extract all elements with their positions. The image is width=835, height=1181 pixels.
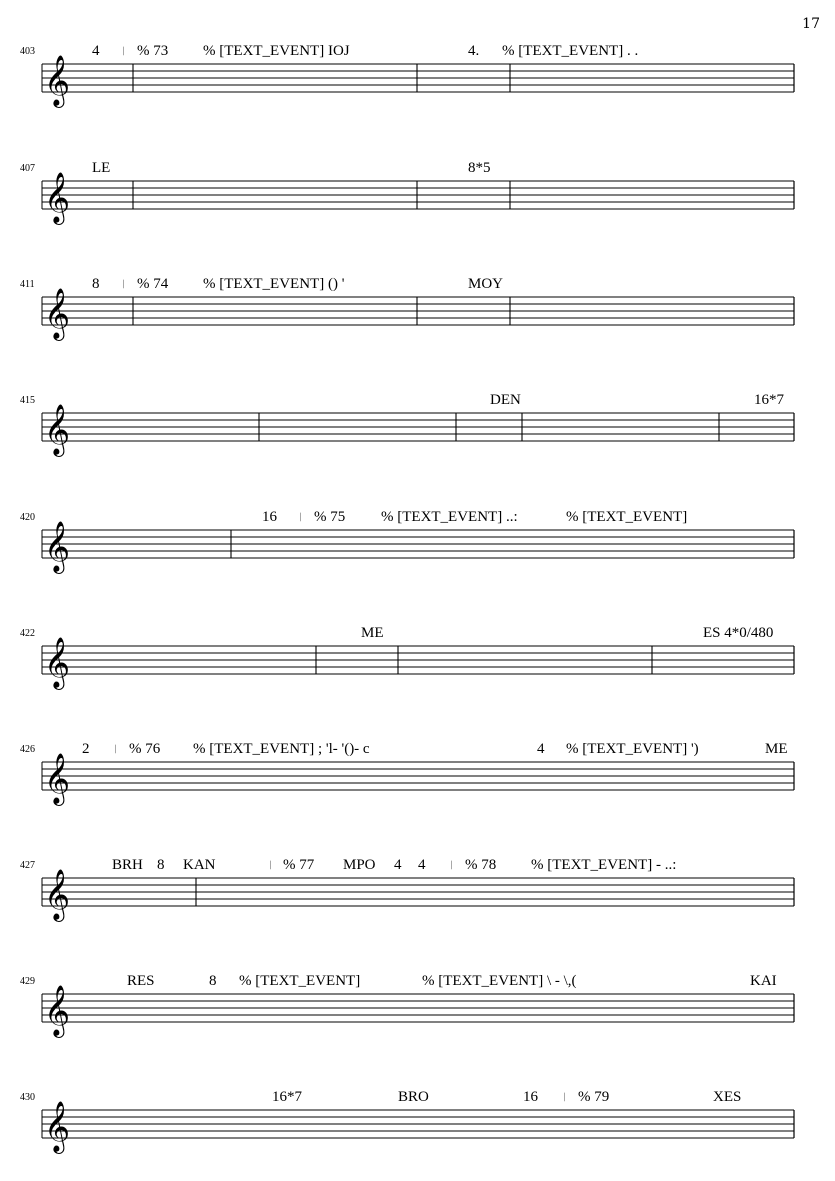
staff-system (20, 625, 794, 690)
staff-annotation: ES 4*0/480 (703, 625, 774, 641)
staff-annotation: % [TEXT_EVENT] IOJ (203, 43, 350, 59)
staff-system (20, 1089, 794, 1154)
staff-annotation: % [TEXT_EVENT] (566, 509, 688, 525)
staff-annotation: 𝄀 (451, 860, 452, 872)
staff-annotation: 4. (468, 43, 480, 59)
staff-annotation: MOY (468, 276, 504, 292)
treble-clef-icon: 𝄞 (44, 521, 71, 572)
measure-number: 429 (20, 976, 35, 987)
treble-clef-icon: 𝄞 (44, 753, 71, 804)
measure-number: 403 (20, 46, 35, 57)
measure-number: 422 (20, 628, 35, 639)
staff-annotation: DEN (490, 392, 521, 408)
staff-annotation: ME (361, 625, 384, 641)
staff-system (20, 741, 794, 806)
staff-annotation: RES (127, 973, 155, 989)
staff-annotation: KAN (183, 857, 216, 873)
measure-number: 420 (20, 512, 35, 523)
staff-annotation: ME (765, 741, 788, 757)
staff-annotation: % [TEXT_EVENT] ') (566, 741, 699, 757)
staff-annotation: % 74 (137, 276, 169, 292)
staff-annotation: 𝄀 (270, 860, 271, 872)
staff-annotation: LE (92, 160, 111, 176)
measure-number: 426 (20, 744, 35, 755)
staff-annotation: 16 (262, 509, 277, 525)
measure-number: 411 (20, 279, 35, 290)
staff-annotation: % 73 (137, 43, 169, 59)
staff-annotation: 8 (157, 857, 165, 873)
staff-annotation: % 79 (578, 1089, 610, 1105)
measure-number: 430 (20, 1092, 35, 1103)
staff-annotation: 8*5 (468, 160, 491, 176)
staff-annotation: 8 (92, 276, 100, 292)
staff-annotation: 8 (209, 973, 217, 989)
staff-system (20, 857, 794, 922)
treble-clef-icon: 𝄞 (44, 1101, 71, 1152)
staff-annotation: % 75 (314, 509, 346, 525)
measure-number: 415 (20, 395, 35, 406)
staff-annotation: % [TEXT_EVENT] - ..: (531, 857, 677, 873)
staff-system (20, 43, 794, 108)
staff-annotation: BRO (398, 1089, 429, 1105)
staff-annotation: 4 (92, 43, 100, 59)
staff-annotation: % 77 (283, 857, 315, 873)
staff-system (20, 973, 794, 1038)
staff-annotation: % [TEXT_EVENT] ..: (381, 509, 518, 525)
staff-annotation: BRH (112, 857, 143, 873)
treble-clef-icon: 𝄞 (44, 985, 71, 1036)
staff-system (20, 392, 794, 457)
staff-system (20, 509, 794, 574)
staff-annotation: % 76 (129, 741, 161, 757)
staff-annotation: 16 (523, 1089, 538, 1105)
staff-annotation: % [TEXT_EVENT] () ' (203, 276, 345, 292)
staff-annotation: XES (713, 1089, 742, 1105)
treble-clef-icon: 𝄞 (44, 404, 71, 455)
staff-annotation: 16*7 (272, 1089, 302, 1105)
staff-annotation: 4 (418, 857, 426, 873)
treble-clef-icon: 𝄞 (44, 869, 71, 920)
staff-annotation: 4 (394, 857, 402, 873)
staff-annotation: 𝄀 (123, 46, 124, 58)
staff-annotation: 4 (537, 741, 545, 757)
staff-annotation: 𝄀 (115, 744, 116, 756)
staff-annotation: % [TEXT_EVENT] (239, 973, 361, 989)
staff-annotation: % [TEXT_EVENT] ; 'l- '()- c (193, 741, 370, 757)
staff-annotation: % 78 (465, 857, 497, 873)
treble-clef-icon: 𝄞 (44, 55, 71, 106)
measure-number: 427 (20, 860, 35, 871)
staff-annotation: 𝄀 (123, 279, 124, 291)
staff-annotation: 𝄀 (564, 1092, 565, 1104)
staff-annotation: 𝄀 (300, 512, 301, 524)
page-number: 17 (802, 16, 820, 32)
measure-number: 407 (20, 163, 35, 174)
treble-clef-icon: 𝄞 (44, 637, 71, 688)
staff-system (20, 276, 794, 341)
treble-clef-icon: 𝄞 (44, 172, 71, 223)
staff-annotation: KAI (750, 973, 777, 989)
treble-clef-icon: 𝄞 (44, 288, 71, 339)
staff-annotation: 16*7 (754, 392, 784, 408)
staff-system (20, 160, 794, 225)
staff-annotation: % [TEXT_EVENT] . . (502, 43, 639, 59)
staff-annotation: % [TEXT_EVENT] \ - \,( (422, 973, 577, 989)
staff-annotation: MPO (343, 857, 376, 873)
staff-annotation: 2 (82, 741, 90, 757)
